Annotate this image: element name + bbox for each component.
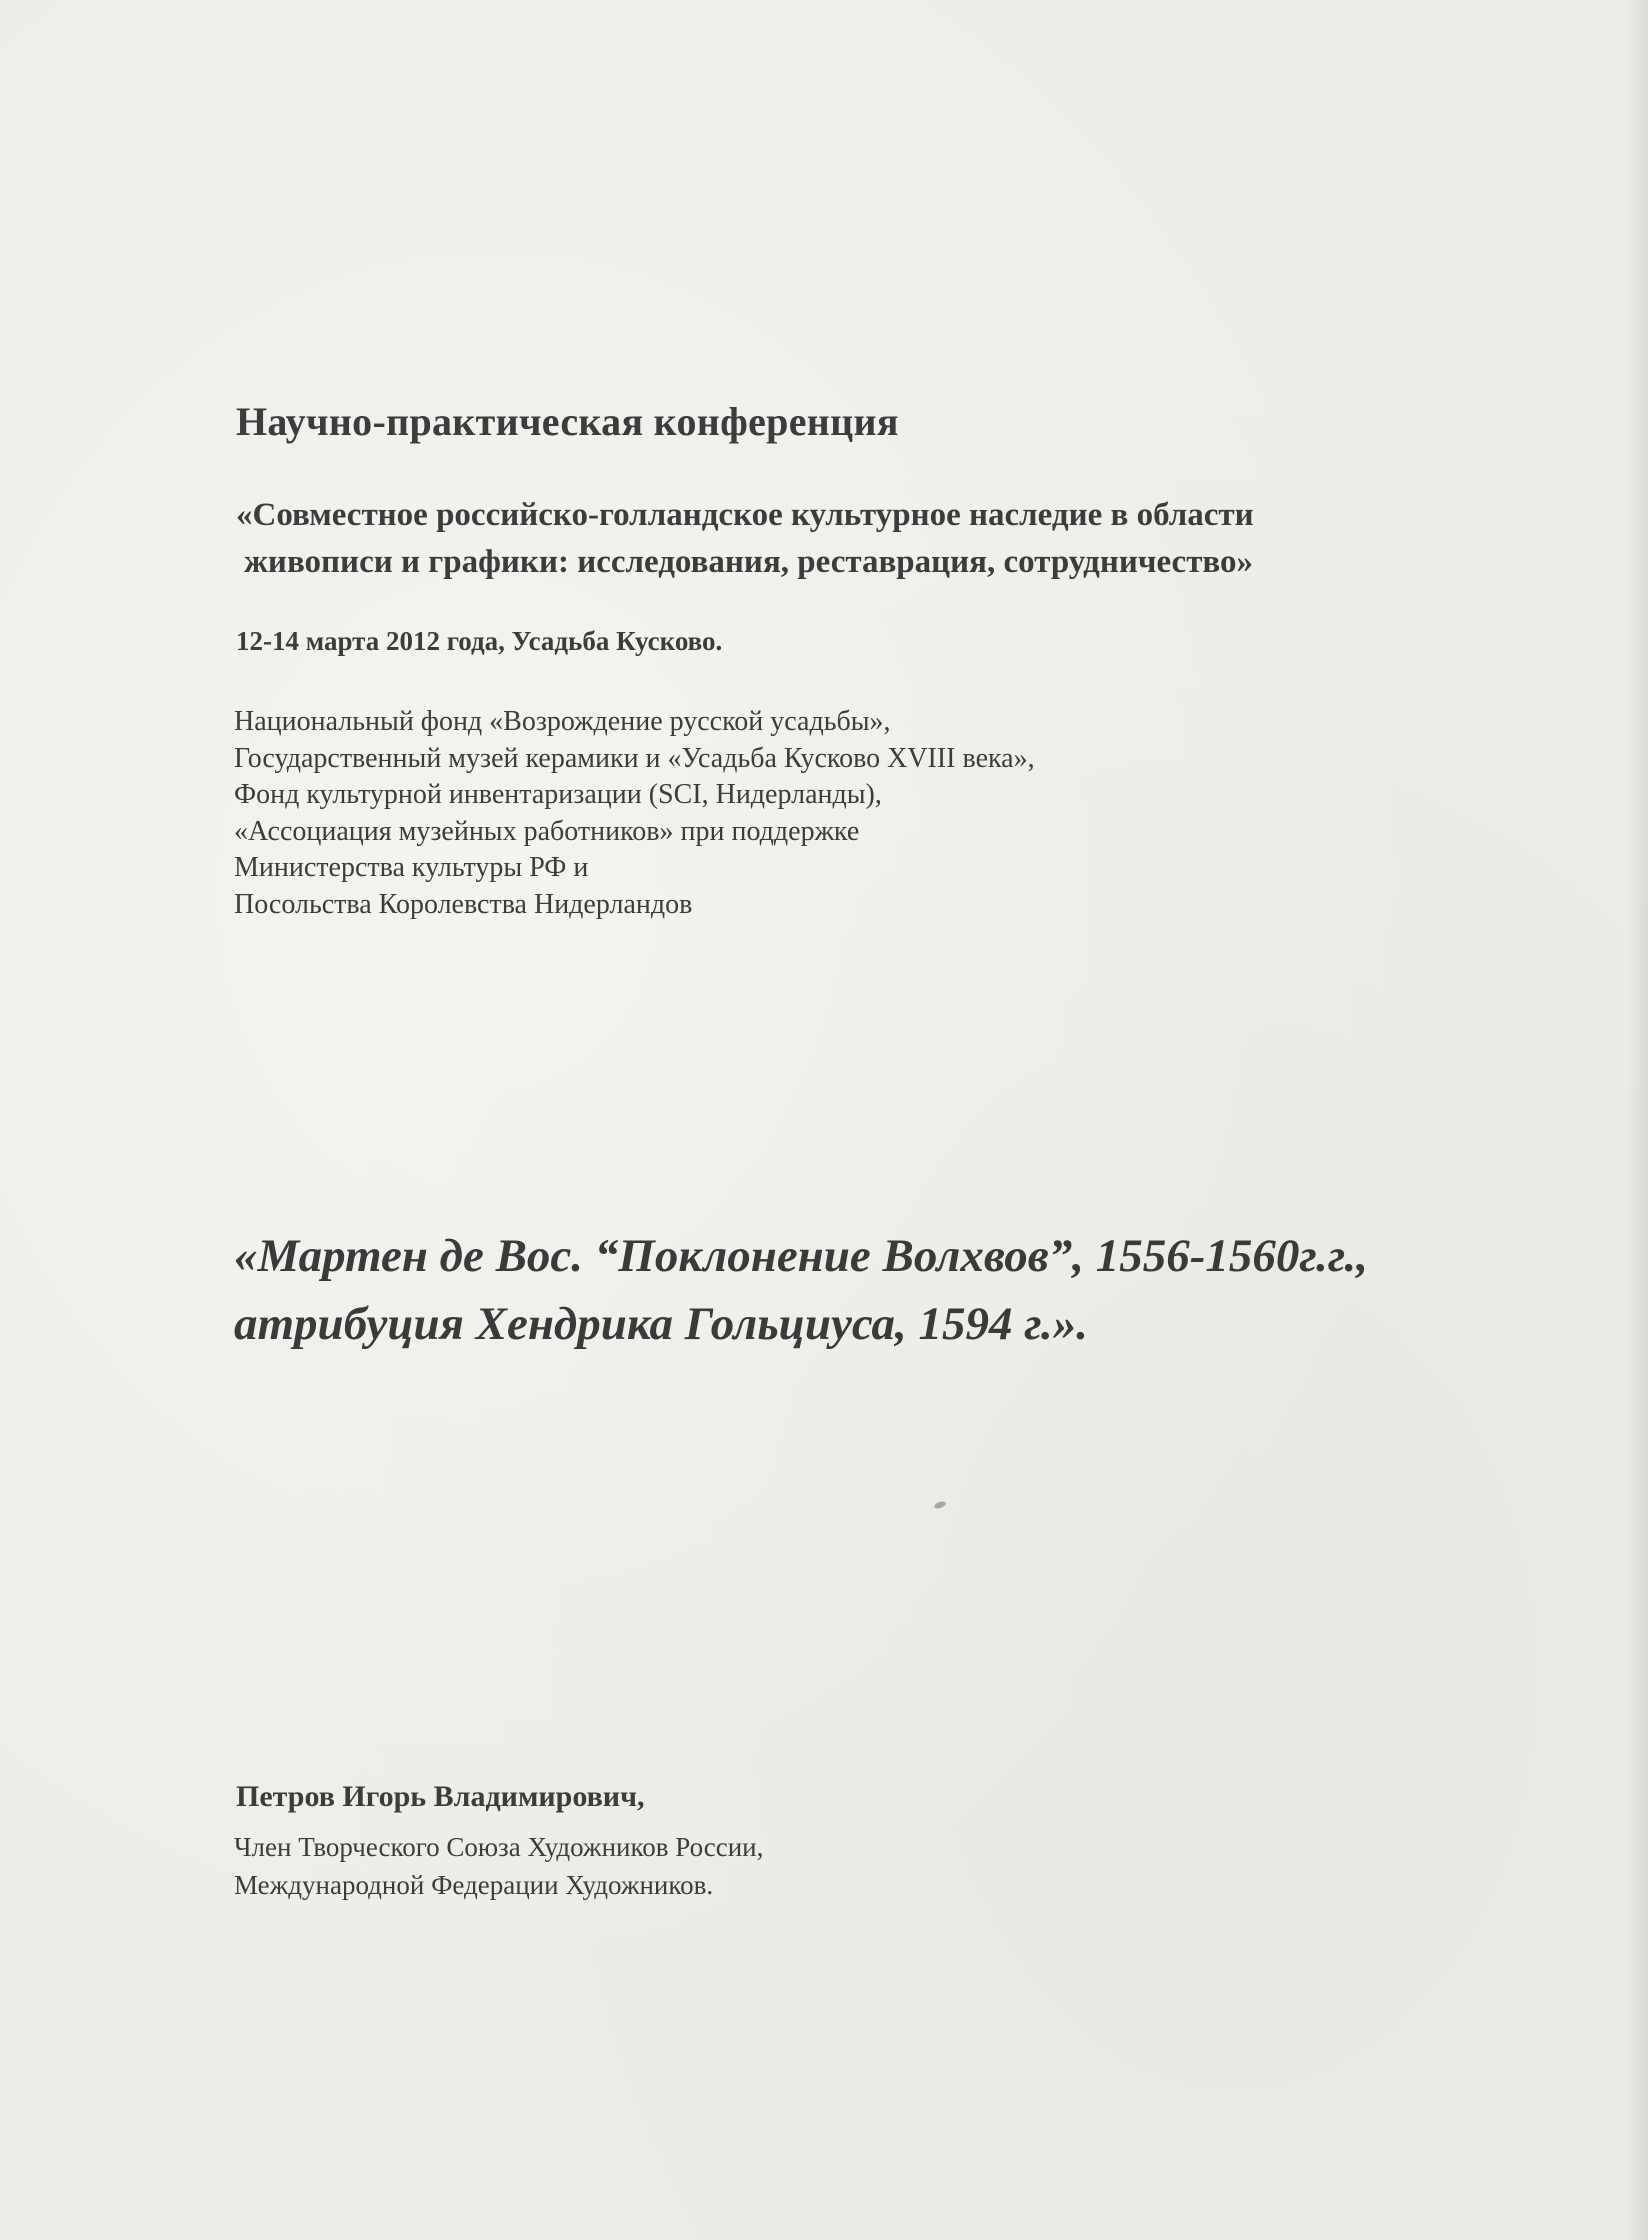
conference-theme bbox=[236, 492, 1254, 586]
organizer-line: Государственный музей керамики и «Усадьба Кусково XVIII века», bbox=[234, 742, 1035, 774]
report-title-line-1: «Мартен де Вос. “Поклонение Волхвов”, 1556-1560г.г., bbox=[234, 1230, 1369, 1282]
author-affiliation-line-1: Член Творческого Союза Художников России, bbox=[234, 1832, 764, 1862]
organizer-line: Фонд культурной инвентаризации (SCI, Нидерланды), bbox=[234, 779, 882, 811]
page-edge-shadow bbox=[1626, 0, 1648, 2240]
report-title-line-2: атрибуция Хендрика Гольциуса, 1594 г.». bbox=[234, 1298, 1088, 1350]
conference-date-place: 12-14 марта 2012 года, Усадьба Кусково. bbox=[236, 626, 723, 656]
report-title bbox=[234, 1222, 1368, 1358]
author-name: Петров Игорь Владимирович, bbox=[236, 1780, 645, 1813]
author-affiliation bbox=[234, 1828, 763, 1904]
author-affiliation-line-2: Международной Федерации Художников. bbox=[234, 1870, 714, 1900]
organizer-line: Министерства культуры РФ и bbox=[234, 852, 589, 884]
conference-theme-line-1: «Совместное российско-голландское культурное наследие в области bbox=[236, 497, 1254, 533]
conference-theme-line-2: живописи и графики: исследования, реставрация, сотрудничество» bbox=[244, 544, 1254, 580]
organizers-list bbox=[234, 704, 1035, 924]
conference-heading: Научно-практическая конференция bbox=[236, 399, 899, 444]
organizer-line: Посольства Королевства Нидерландов bbox=[234, 888, 693, 920]
organizer-line: Национальный фонд «Возрождение русской усадьбы», bbox=[234, 706, 891, 737]
organizer-line: «Ассоциация музейных работников» при поддержке bbox=[234, 815, 860, 847]
